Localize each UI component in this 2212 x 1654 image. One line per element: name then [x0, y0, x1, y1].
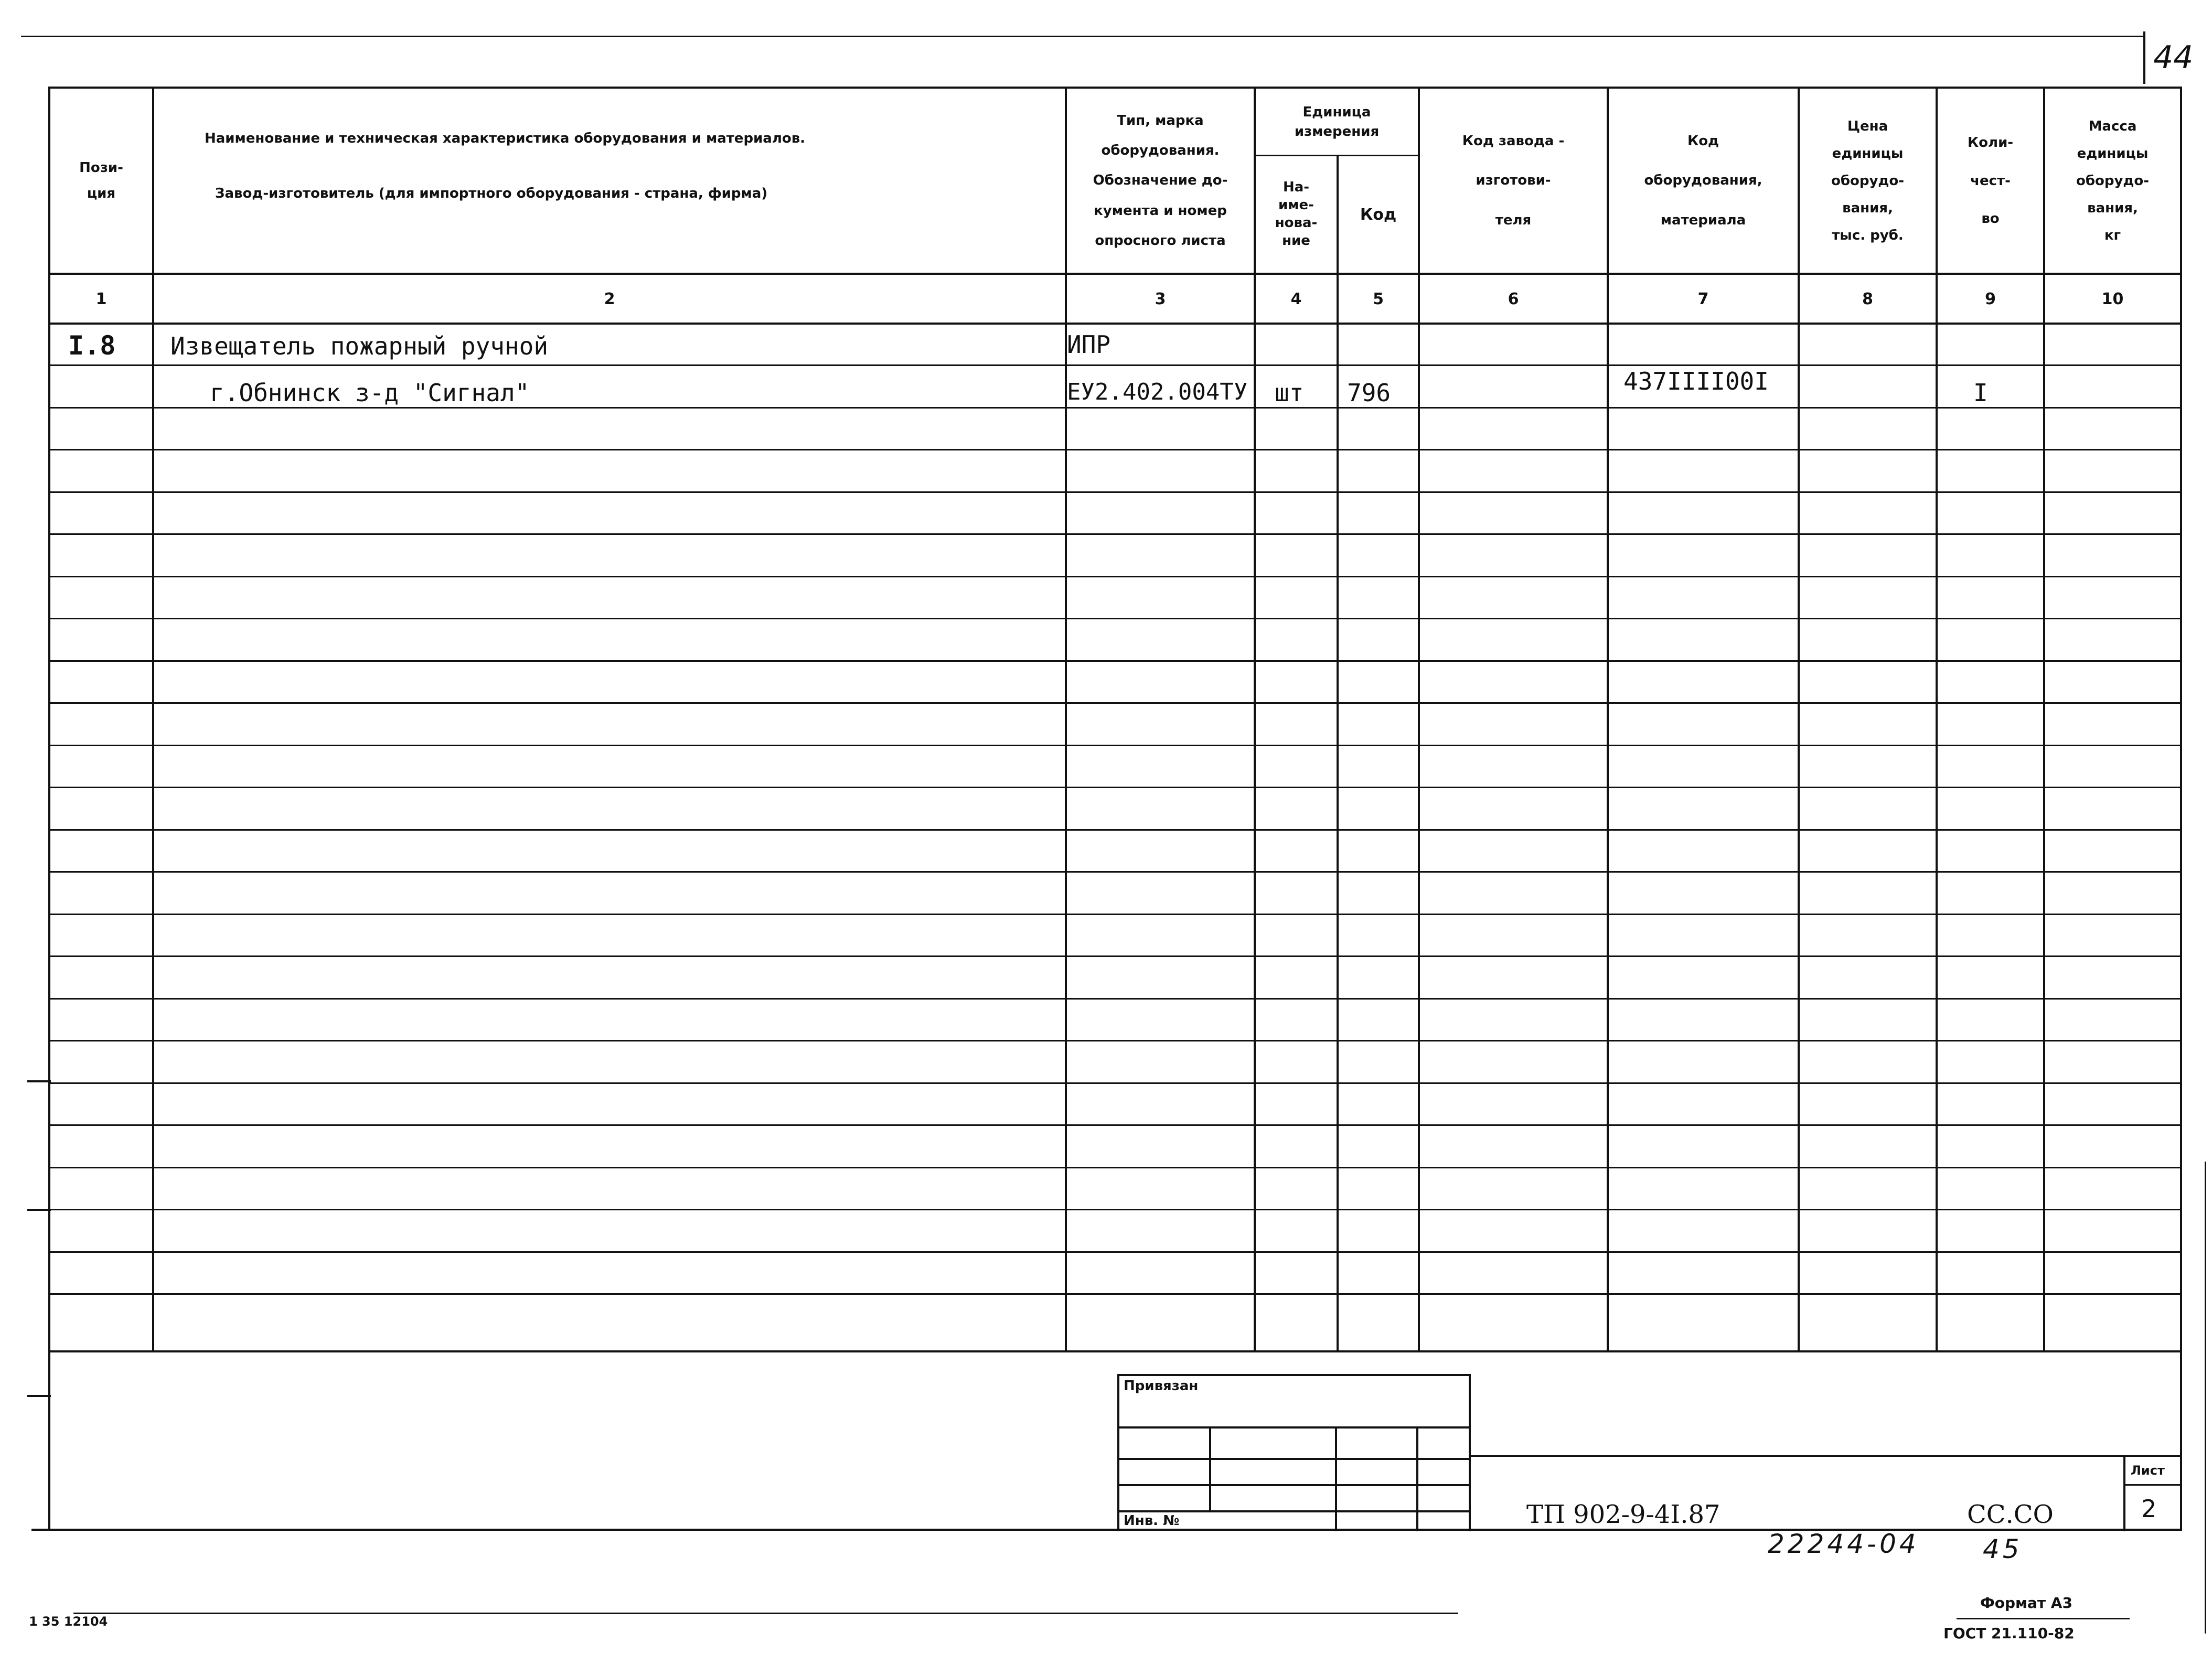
table-bottom-border: [48, 1350, 2182, 1352]
column-number-rule: [48, 323, 2182, 325]
header-name-line2: Завод-изготовитель (для импортного оборудования - страна, фирма): [215, 186, 768, 202]
attached-box-div-1: [1209, 1426, 1211, 1510]
column-number-8: 8: [1862, 289, 1873, 308]
row-rule: [48, 533, 2182, 535]
doc-code: ТП 902-9-4I.87: [1526, 1500, 1721, 1529]
row-rule: [48, 1293, 2182, 1295]
table-top-border: [48, 87, 2182, 89]
row-rule: [48, 871, 2182, 873]
col-divider-4: [1337, 155, 1339, 1350]
handwritten-sheet-count: 45: [1983, 1534, 2023, 1564]
column-number-1: 1: [95, 289, 107, 308]
header-unit-code: Код: [1360, 205, 1397, 224]
column-number-3: 3: [1155, 289, 1166, 308]
column-number-4: 4: [1290, 289, 1302, 308]
footer-rule: [73, 1613, 1458, 1614]
row-rule: [48, 576, 2182, 577]
row1-name: Извещатель пожарный ручной: [170, 332, 549, 360]
attached-box-top: [1117, 1374, 1471, 1376]
row-rule: [48, 914, 2182, 915]
top-rule: [21, 36, 2145, 37]
column-number-6: 6: [1508, 289, 1519, 308]
row-rule: [48, 998, 2182, 1000]
row-rule: [48, 660, 2182, 662]
header-quantity: Коли- чест- во: [1967, 134, 2014, 227]
row-rule: [48, 618, 2182, 619]
header-manufacturer-code: Код завода - изготови- теля: [1462, 133, 1565, 228]
row-rule: [48, 702, 2182, 704]
row2-unit-code: 796: [1347, 379, 1391, 407]
header-price: Цена единицы оборудо- вания, тыс. руб.: [1831, 119, 1905, 243]
standard-label: ГОСТ 21.110-82: [1943, 1625, 2075, 1642]
row-rule: [48, 1209, 2182, 1210]
row-rule: [48, 364, 2182, 366]
attached-box-div-3: [1416, 1426, 1418, 1531]
page-number: 44: [2153, 39, 2194, 76]
column-number-9: 9: [1985, 289, 1996, 308]
page-number-box-divider: [2143, 31, 2145, 84]
row-rule: [48, 829, 2182, 831]
row2-type: ЕУ2.402.004ТУ: [1067, 379, 1248, 405]
header-equipment-code: Код оборудования, материала: [1644, 133, 1762, 228]
column-number-10: 10: [2101, 289, 2124, 308]
row-rule: [48, 491, 2182, 493]
column-number-7: 7: [1697, 289, 1709, 308]
doc-mark: СС.СО: [1967, 1500, 2054, 1529]
header-position: Пози- ция: [79, 159, 123, 201]
format-label: Формат А3: [1980, 1594, 2072, 1612]
row1-position: I.8: [68, 330, 116, 361]
handwritten-archive-number: 22244-04: [1768, 1529, 1919, 1559]
row-rule: [48, 1124, 2182, 1126]
row-rule: [48, 1040, 2182, 1041]
row-rule: [48, 1082, 2182, 1084]
header-unit-group: Единица измерения: [1294, 104, 1380, 139]
row1-type: ИПР: [1067, 330, 1111, 359]
right-margin-line: [2205, 1162, 2206, 1634]
attached-box-left: [1117, 1374, 1119, 1531]
row-rule: [48, 407, 2182, 409]
margin-tick-1: [27, 1080, 51, 1082]
inv-label: Инв. №: [1124, 1513, 1180, 1529]
row-rule: [48, 955, 2182, 957]
header-unit-name: На- име- нова- ние: [1275, 179, 1318, 249]
row2-unit-name: шт: [1275, 379, 1304, 407]
column-number-5: 5: [1373, 289, 1384, 308]
row-rule: [48, 1251, 2182, 1253]
stamp-rule: [1469, 1455, 2182, 1457]
header-mass: Масса единицы оборудо- вания, кг: [2076, 119, 2150, 243]
row-rule: [48, 1167, 2182, 1168]
row-rule: [48, 787, 2182, 788]
header-type: Тип, марка оборудования. Обозначение до- кумента и номер опросного листа: [1093, 113, 1228, 249]
format-rule: [1957, 1618, 2130, 1619]
row-rule: [48, 745, 2182, 746]
row-rule: [48, 449, 2182, 450]
attached-label: Привязан: [1124, 1378, 1199, 1394]
sheet-number: 2: [2141, 1495, 2157, 1523]
sheet-label: Лист: [2131, 1463, 2165, 1478]
row2-quantity: I: [1973, 379, 1988, 407]
row2-name: г.Обнинск з-д "Сигнал": [210, 379, 530, 407]
margin-tick-2: [27, 1209, 51, 1211]
column-number-2: 2: [604, 289, 615, 308]
table-right-border: [2180, 87, 2182, 1531]
attached-box-div-2: [1335, 1426, 1337, 1531]
print-code: 1 35 12104: [29, 1614, 108, 1629]
header-name-line1: Наименование и техническая характеристика оборудования и материалов.: [205, 131, 806, 147]
header-bottom-rule: [48, 273, 2182, 275]
attached-box-right: [1469, 1374, 1471, 1531]
sheet-box-rule: [2123, 1484, 2182, 1486]
row2-equipment-code: 437IIII00I: [1623, 367, 1769, 395]
margin-tick-3: [27, 1395, 51, 1397]
sheet-box-left: [2123, 1455, 2125, 1531]
